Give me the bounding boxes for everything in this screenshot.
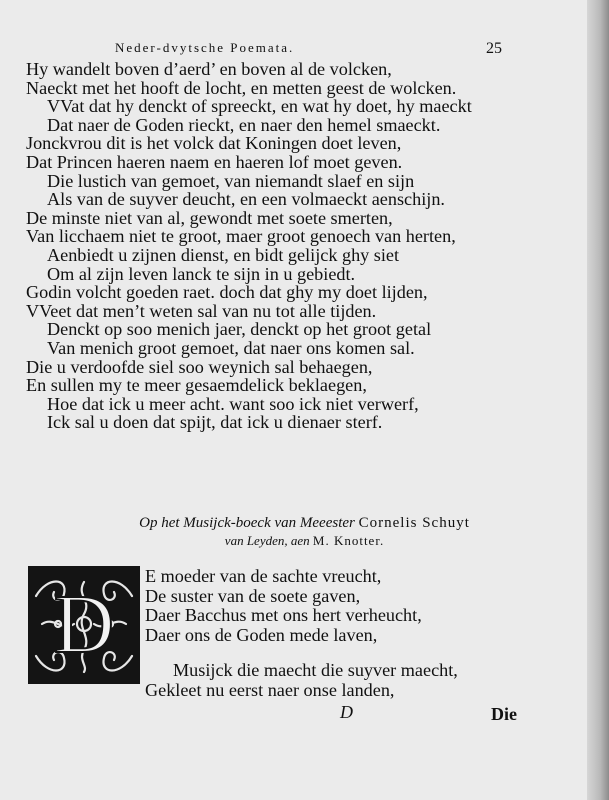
section-title-line1-italic: Op het Musijck-boeck van Meeester <box>139 515 355 531</box>
poem2-line: Daer Bacchus met ons hert verheucht, <box>145 605 422 626</box>
running-title: Neder-dvytsche Poemata. <box>115 40 295 55</box>
poem2-block <box>145 567 505 701</box>
decorated-initial <box>28 566 140 684</box>
poem-line: Naeckt met het hooft de locht, en metten geest de wolcken. <box>26 77 457 98</box>
poem-line: Godin volcht goeden raet. doch dat ghy my doet lijden, <box>26 282 428 303</box>
page-number: 25 <box>486 40 502 57</box>
poem-line: Om al zijn leven lanck te sijn in u gebiedt. <box>47 263 356 284</box>
signature-mark: D <box>340 702 353 722</box>
poem-line: Die lustich van gemoet, van niemandt slaef en sijn <box>47 170 415 191</box>
section-title-line2-italic: van Leyden, aen <box>224 533 310 548</box>
poem-line: Van licchaem niet te groot, maer groot genoech van herten, <box>26 226 456 247</box>
page-gutter <box>587 0 609 800</box>
poem-line: Dat Princen haeren naem en haeren lof moet geven. <box>26 151 403 172</box>
poem-line: Als van de suyver deucht, en een volmaeckt aenschijn. <box>47 189 445 210</box>
poem-line: Aenbiedt u zijnen dienst, en bidt gelijck ghy siet <box>47 244 400 265</box>
poem-line: Hy wandelt boven d’aerd’ en boven al de volcken, <box>26 59 392 79</box>
stanza-gap <box>145 645 505 661</box>
poem2-line: E moeder van de sachte vreucht, <box>145 566 382 586</box>
poem2-line: De suster van de soete gaven, <box>145 585 361 606</box>
poem-block <box>26 60 496 432</box>
catchword: Die <box>491 704 517 724</box>
poem2-line: Daer ons de Goden mede laven, <box>145 624 378 645</box>
section-title <box>0 514 609 550</box>
poem-line: Die u verdoofde siel soo weynich sal behaegen, <box>26 356 373 377</box>
ornament-icon <box>28 566 140 684</box>
section-title-line2-roman: M. Knotter. <box>312 533 385 548</box>
drop-cap-letter: D <box>53 578 115 671</box>
poem-line: VVeet dat men’t weten sal van nu tot alle tijden. <box>26 300 377 321</box>
poem2-line: Musijck die maecht die suyver maecht, <box>173 660 458 681</box>
poem-line: Dat naer de Goden rieckt, en naer den hemel smaeckt. <box>47 114 441 135</box>
poem-line: Van menich groot gemoet, dat naer ons komen sal. <box>47 337 415 358</box>
poem-line: Denckt op soo menich jaer, denckt op het groot getal <box>47 319 432 340</box>
poem-line: Hoe dat ick u meer acht. want soo ick niet verwerf, <box>47 393 419 414</box>
poem-line: De minste niet van al, gewondt met soete smerten, <box>26 207 393 228</box>
poem-line: En sullen my te meer gesaemdelick beklaegen, <box>26 375 367 396</box>
poem-line: Jonckvrou dit is het volck dat Koningen doet leven, <box>26 133 402 154</box>
poem-line: Ick sal u doen dat spijt, dat ick u dienaer sterf. <box>47 412 383 433</box>
poem-line: VVat dat hy denckt of spreeckt, en wat hy doet, hy maeckt <box>47 96 472 117</box>
section-title-line1-roman: Cornelis Schuyt <box>358 515 470 531</box>
poem2-line: Gekleet nu eerst naer onse landen, <box>145 679 395 700</box>
